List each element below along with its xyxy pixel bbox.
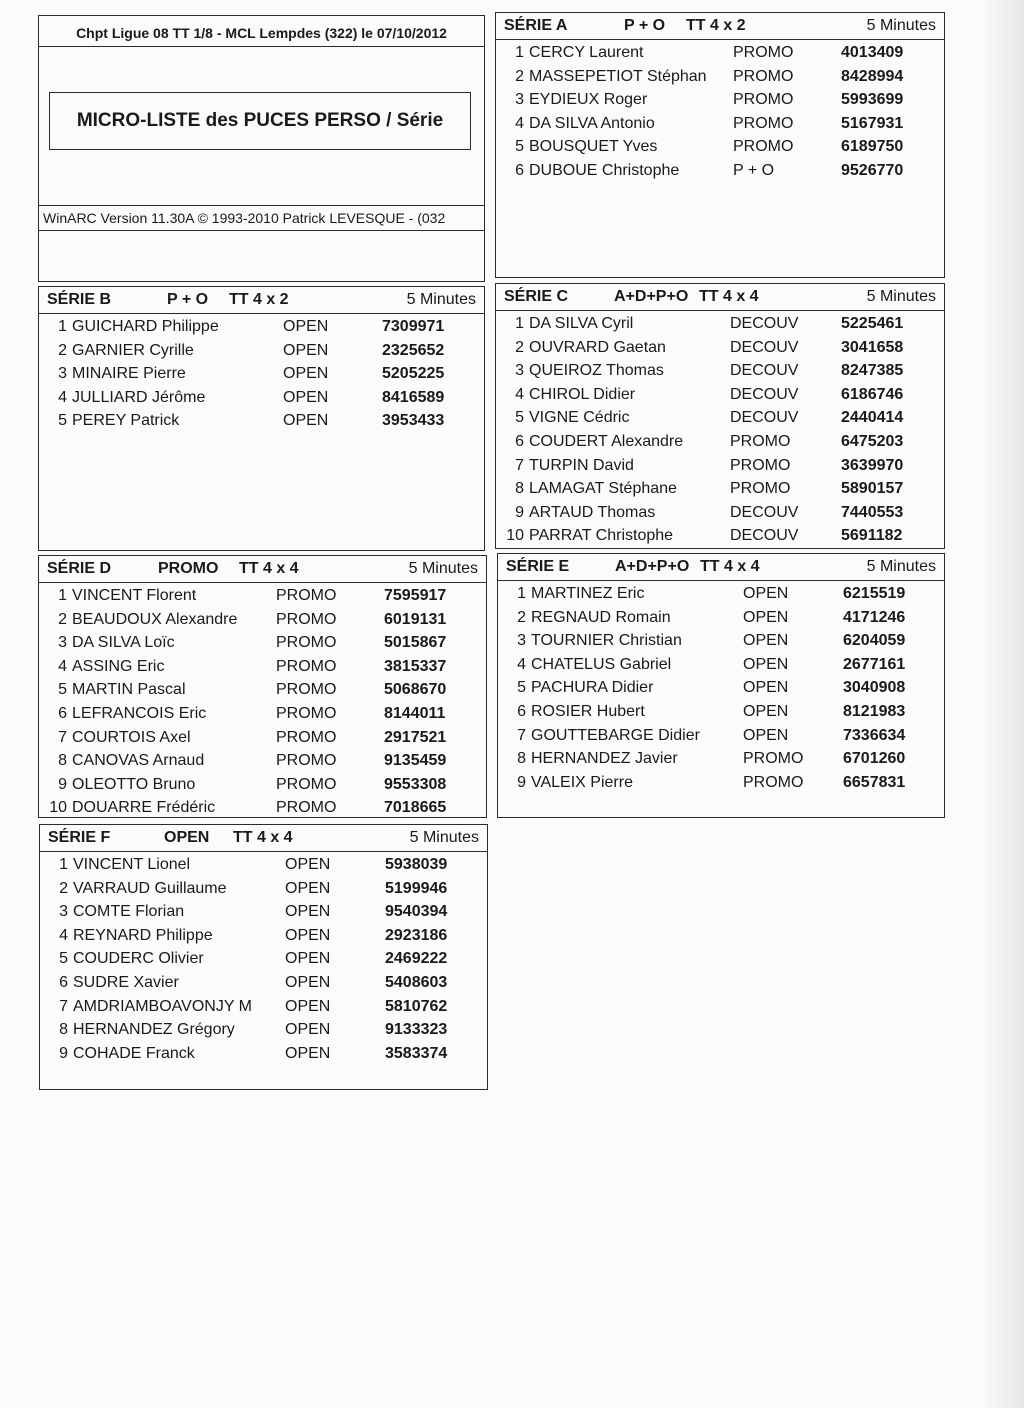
player-category: OPEN xyxy=(283,318,329,335)
chip-code: 5890157 xyxy=(841,480,904,498)
serie-duration: 5 Minutes xyxy=(406,291,476,308)
table-row xyxy=(496,337,944,361)
row-number: 4 xyxy=(517,655,526,673)
chip-code: 3953433 xyxy=(382,412,445,430)
player-name: VINCENT Lionel xyxy=(73,856,191,873)
row-number: 7 xyxy=(58,728,67,746)
serie-label: SÉRIE F xyxy=(48,829,111,846)
player-name: VARRAUD Guillaume xyxy=(73,879,227,897)
table-row xyxy=(39,340,484,364)
table-row xyxy=(496,384,944,408)
chip-code: 6701260 xyxy=(843,750,906,768)
serie-type: TT 4 x 4 xyxy=(699,288,759,305)
player-name: COUDERT Alexandre xyxy=(529,432,684,450)
player-name: DUBOUE Christophe xyxy=(529,161,680,179)
player-category: OPEN xyxy=(743,632,789,650)
table-row xyxy=(39,656,486,680)
row-number: 2 xyxy=(515,67,524,85)
table-row xyxy=(498,583,944,607)
player-category: OPEN xyxy=(285,973,331,991)
player-category: OPEN xyxy=(285,950,331,968)
row-number: 2 xyxy=(515,338,524,356)
serie-category: A+D+P+O xyxy=(615,558,690,575)
table-row xyxy=(40,854,487,878)
player-category: PROMO xyxy=(743,750,804,768)
chip-code: 2440414 xyxy=(841,409,904,427)
serie-type: TT 4 x 2 xyxy=(686,17,746,34)
table-row xyxy=(498,725,944,749)
player-category: PROMO xyxy=(276,775,337,793)
row-number: 2 xyxy=(517,608,526,626)
chip-code: 4171246 xyxy=(843,608,906,626)
player-category: DECOUV xyxy=(730,503,799,521)
player-name: DA SILVA Loïc xyxy=(72,634,175,652)
table-row xyxy=(39,750,486,774)
player-name: EYDIEUX Roger xyxy=(529,91,648,109)
row-number: 6 xyxy=(59,973,68,991)
chip-code: 6657831 xyxy=(843,773,906,791)
player-name: COUDERC Olivier xyxy=(73,950,204,968)
player-name: CHATELUS Gabriel xyxy=(531,655,672,673)
table-row xyxy=(39,774,486,798)
serie-f-box xyxy=(39,824,488,1090)
row-number: 3 xyxy=(517,632,526,650)
player-name: COHADE Franck xyxy=(73,1044,195,1062)
player-name: MARTIN Pascal xyxy=(72,681,186,699)
chip-code: 6204059 xyxy=(843,632,906,650)
row-number: 6 xyxy=(515,432,524,450)
table-row xyxy=(40,972,487,996)
player-name: MARTINEZ Eric xyxy=(531,585,645,602)
chip-code: 7309971 xyxy=(382,318,445,335)
serie-a-rows xyxy=(496,42,944,184)
serie-c-rows xyxy=(496,313,944,549)
serie-type: TT 4 x 4 xyxy=(239,560,299,577)
player-category: PROMO xyxy=(733,91,794,109)
table-row xyxy=(498,701,944,725)
row-number: 1 xyxy=(59,856,68,873)
table-row xyxy=(39,363,484,387)
player-name: CANOVAS Arnaud xyxy=(72,752,205,770)
row-number: 3 xyxy=(58,365,67,383)
player-name: DA SILVA Antonio xyxy=(529,114,655,132)
serie-a-header xyxy=(496,13,944,40)
table-row xyxy=(39,410,484,434)
player-name: COMTE Florian xyxy=(73,903,185,921)
chip-code: 5167931 xyxy=(841,114,904,132)
table-row xyxy=(498,677,944,701)
chip-code: 5408603 xyxy=(385,973,448,991)
chip-code: 5691182 xyxy=(841,527,903,545)
player-category: OPEN xyxy=(285,1021,331,1039)
row-number: 9 xyxy=(517,773,526,791)
player-category: OPEN xyxy=(283,388,329,406)
table-row xyxy=(496,113,944,137)
player-category: DECOUV xyxy=(730,362,799,380)
row-number: 10 xyxy=(506,527,524,545)
chip-code: 5225461 xyxy=(841,315,904,332)
serie-type: TT 4 x 4 xyxy=(700,558,760,575)
player-name: OUVRARD Gaetan xyxy=(529,338,666,356)
player-category: PROMO xyxy=(276,681,337,699)
chip-code: 3583374 xyxy=(385,1044,448,1062)
row-number: 7 xyxy=(515,456,524,474)
chip-code: 5205225 xyxy=(382,365,445,383)
chip-code: 5810762 xyxy=(385,997,448,1015)
player-name: GARNIER Cyrille xyxy=(72,341,194,359)
row-number: 5 xyxy=(58,681,67,699)
player-category: OPEN xyxy=(283,365,329,383)
chip-code: 5015867 xyxy=(384,634,447,652)
table-row xyxy=(39,727,486,751)
serie-duration: 5 Minutes xyxy=(408,560,478,577)
serie-label: SÉRIE B xyxy=(47,291,112,308)
player-name: MINAIRE Pierre xyxy=(72,365,186,383)
player-name: CHIROL Didier xyxy=(529,385,636,403)
chip-code: 8428994 xyxy=(841,67,904,85)
player-name: ROSIER Hubert xyxy=(531,702,645,720)
chip-code: 4013409 xyxy=(841,44,904,61)
chip-code: 2923186 xyxy=(385,926,448,944)
table-row xyxy=(39,632,486,656)
chip-code: 5938039 xyxy=(385,856,448,873)
row-number: 5 xyxy=(58,412,67,430)
row-number: 5 xyxy=(517,679,526,697)
player-name: REYNARD Philippe xyxy=(73,926,213,944)
player-category: P + O xyxy=(733,161,775,179)
row-number: 3 xyxy=(515,362,524,380)
player-name: VINCENT Florent xyxy=(72,587,197,604)
chip-code: 5068670 xyxy=(384,681,447,699)
row-number: 5 xyxy=(59,950,68,968)
player-category: OPEN xyxy=(285,1044,331,1062)
player-category: OPEN xyxy=(285,879,331,897)
chip-code: 9135459 xyxy=(384,752,447,770)
row-number: 9 xyxy=(59,1044,68,1062)
player-category: OPEN xyxy=(285,903,331,921)
player-category: PROMO xyxy=(276,704,337,722)
chip-code: 6186746 xyxy=(841,385,904,403)
player-category: OPEN xyxy=(743,655,789,673)
chip-code: 7595917 xyxy=(384,587,447,604)
table-row xyxy=(496,407,944,431)
player-name: CERCY Laurent xyxy=(529,44,644,61)
player-name: HERNANDEZ Javier xyxy=(531,750,678,768)
player-name: LEFRANCOIS Eric xyxy=(72,704,207,722)
table-row xyxy=(39,797,486,821)
row-number: 7 xyxy=(517,726,526,744)
row-number: 4 xyxy=(58,657,67,675)
row-number: 1 xyxy=(517,585,526,602)
player-category: PROMO xyxy=(743,773,804,791)
player-name: PEREY Patrick xyxy=(72,412,180,430)
player-name: ASSING Eric xyxy=(72,657,165,675)
player-name: COURTOIS Axel xyxy=(72,728,191,746)
player-category: PROMO xyxy=(733,44,794,61)
chip-code: 7440553 xyxy=(841,503,904,521)
table-row xyxy=(498,654,944,678)
chip-code: 5993699 xyxy=(841,91,904,109)
player-name: VIGNE Cédric xyxy=(529,409,630,427)
serie-duration: 5 Minutes xyxy=(409,829,479,846)
row-number: 6 xyxy=(517,702,526,720)
row-number: 9 xyxy=(58,775,67,793)
row-number: 5 xyxy=(515,409,524,427)
table-row xyxy=(496,66,944,90)
chip-code: 7018665 xyxy=(384,799,447,817)
player-category: PROMO xyxy=(733,67,794,85)
table-row xyxy=(496,455,944,479)
player-name: ARTAUD Thomas xyxy=(529,503,656,521)
table-row xyxy=(39,609,486,633)
serie-e-header xyxy=(498,554,944,581)
chip-code: 3639970 xyxy=(841,456,904,474)
chip-code: 8416589 xyxy=(382,388,445,406)
table-row xyxy=(498,772,944,796)
serie-label: SÉRIE A xyxy=(504,17,568,34)
row-number: 4 xyxy=(515,385,524,403)
table-row xyxy=(496,89,944,113)
table-row xyxy=(40,925,487,949)
player-category: PROMO xyxy=(276,799,337,817)
player-name: OLEOTTO Bruno xyxy=(72,775,196,793)
row-number: 5 xyxy=(515,138,524,156)
serie-category: PROMO xyxy=(158,560,219,577)
player-name: PARRAT Christophe xyxy=(529,527,674,545)
row-number: 6 xyxy=(515,161,524,179)
table-row xyxy=(39,387,484,411)
table-row xyxy=(496,502,944,526)
software-version: WinARC Version 11.30A © 1993-2010 Patrick LEVESQUE - (032 xyxy=(39,205,484,231)
serie-c-header xyxy=(496,284,944,311)
table-row xyxy=(498,748,944,772)
serie-a-box xyxy=(495,12,945,278)
player-category: OPEN xyxy=(285,997,331,1015)
row-number: 10 xyxy=(49,799,67,817)
serie-type: TT 4 x 2 xyxy=(229,291,289,308)
player-name: REGNAUD Romain xyxy=(531,608,671,626)
table-row xyxy=(40,1043,487,1067)
row-number: 1 xyxy=(515,44,524,61)
table-row xyxy=(40,996,487,1020)
chip-code: 3041658 xyxy=(841,338,904,356)
player-name: DOUARRE Frédéric xyxy=(72,799,216,817)
row-number: 8 xyxy=(517,750,526,768)
chip-code: 9526770 xyxy=(841,161,904,179)
table-row xyxy=(496,525,944,549)
player-category: DECOUV xyxy=(730,527,799,545)
table-row xyxy=(496,431,944,455)
player-name: MASSEPETIOT Stéphan xyxy=(529,67,707,85)
player-category: PROMO xyxy=(276,752,337,770)
serie-type: TT 4 x 4 xyxy=(233,829,293,846)
table-row xyxy=(496,360,944,384)
player-name: BOUSQUET Yves xyxy=(529,138,658,156)
chip-code: 8121983 xyxy=(843,702,906,720)
player-category: PROMO xyxy=(276,657,337,675)
player-name: GUICHARD Philippe xyxy=(72,318,219,335)
player-name: LAMAGAT Stéphane xyxy=(529,480,677,498)
player-name: BEAUDOUX Alexandre xyxy=(72,610,238,628)
row-number: 1 xyxy=(58,587,67,604)
player-category: OPEN xyxy=(743,702,789,720)
serie-d-header xyxy=(39,556,486,583)
row-number: 4 xyxy=(58,388,67,406)
row-number: 3 xyxy=(59,903,68,921)
player-name: DA SILVA Cyril xyxy=(529,315,634,332)
page-edge-shadow xyxy=(980,0,1024,1408)
table-row xyxy=(496,313,944,337)
player-name: HERNANDEZ Grégory xyxy=(73,1021,235,1039)
serie-category: P + O xyxy=(167,291,209,308)
table-row xyxy=(496,478,944,502)
serie-f-header xyxy=(40,825,487,852)
row-number: 2 xyxy=(59,879,68,897)
player-category: OPEN xyxy=(743,585,789,602)
row-number: 8 xyxy=(515,480,524,498)
player-category: PROMO xyxy=(733,114,794,132)
serie-d-box xyxy=(38,555,487,818)
row-number: 8 xyxy=(59,1021,68,1039)
chip-code: 5199946 xyxy=(385,879,448,897)
chip-code: 8144011 xyxy=(384,704,446,722)
serie-category: P + O xyxy=(624,17,666,34)
player-category: PROMO xyxy=(730,432,791,450)
chip-code: 2469222 xyxy=(385,950,448,968)
serie-duration: 5 Minutes xyxy=(866,17,936,34)
serie-label: SÉRIE E xyxy=(506,558,570,575)
chip-code: 2325652 xyxy=(382,341,445,359)
player-category: PROMO xyxy=(276,728,337,746)
chip-code: 9540394 xyxy=(385,903,448,921)
event-title: Chpt Ligue 08 TT 1/8 - MCL Lempdes (322) le 07/10/2012 xyxy=(39,16,484,47)
row-number: 8 xyxy=(58,752,67,770)
player-name: PACHURA Didier xyxy=(531,679,654,697)
player-category: OPEN xyxy=(285,856,331,873)
player-name: GOUTTEBARGE Didier xyxy=(531,726,700,744)
table-row xyxy=(496,136,944,160)
chip-code: 9133323 xyxy=(385,1021,448,1039)
chip-code: 3040908 xyxy=(843,679,906,697)
table-row xyxy=(40,878,487,902)
serie-e-box xyxy=(497,553,945,818)
row-number: 3 xyxy=(515,91,524,109)
row-number: 6 xyxy=(58,704,67,722)
serie-b-box xyxy=(38,286,485,551)
player-category: OPEN xyxy=(743,608,789,626)
player-category: OPEN xyxy=(743,726,789,744)
table-row xyxy=(40,901,487,925)
player-category: DECOUV xyxy=(730,385,799,403)
chip-code: 8247385 xyxy=(841,362,904,380)
chip-code: 6215519 xyxy=(843,585,906,602)
chip-code: 9553308 xyxy=(384,775,447,793)
serie-d-rows xyxy=(39,585,486,821)
serie-duration: 5 Minutes xyxy=(866,558,936,575)
player-category: PROMO xyxy=(276,610,337,628)
player-name: SUDRE Xavier xyxy=(73,973,179,991)
chip-code: 6019131 xyxy=(384,610,447,628)
table-row xyxy=(39,585,486,609)
row-number: 7 xyxy=(59,997,68,1015)
player-name: QUEIROZ Thomas xyxy=(529,362,664,380)
table-row xyxy=(496,42,944,66)
player-category: DECOUV xyxy=(730,409,799,427)
player-name: TURPIN David xyxy=(529,456,634,474)
player-category: DECOUV xyxy=(730,338,799,356)
chip-code: 3815337 xyxy=(384,657,447,675)
document-heading: MICRO-LISTE des PUCES PERSO / Série xyxy=(49,92,471,150)
table-row xyxy=(39,703,486,727)
serie-label: SÉRIE D xyxy=(47,560,112,577)
row-number: 1 xyxy=(515,315,524,332)
table-row xyxy=(498,607,944,631)
row-number: 1 xyxy=(58,318,67,335)
serie-category: A+D+P+O xyxy=(614,288,689,305)
player-category: PROMO xyxy=(730,480,791,498)
serie-label: SÉRIE C xyxy=(504,288,569,305)
table-row xyxy=(496,160,944,184)
table-row xyxy=(40,1019,487,1043)
player-category: OPEN xyxy=(743,679,789,697)
title-box xyxy=(38,15,485,282)
player-name: VALEIX Pierre xyxy=(531,773,633,791)
row-number: 2 xyxy=(58,610,67,628)
serie-b-rows xyxy=(39,316,484,434)
chip-code: 6189750 xyxy=(841,138,904,156)
player-category: DECOUV xyxy=(730,315,799,332)
player-name: AMDRIAMBOAVONJY M xyxy=(73,997,252,1015)
player-category: PROMO xyxy=(730,456,791,474)
serie-category: OPEN xyxy=(164,829,210,846)
row-number: 4 xyxy=(515,114,524,132)
table-row xyxy=(498,630,944,654)
serie-e-rows xyxy=(498,583,944,795)
chip-code: 2677161 xyxy=(843,655,906,673)
row-number: 2 xyxy=(58,341,67,359)
player-category: OPEN xyxy=(283,412,329,430)
serie-b-header xyxy=(39,287,484,314)
player-category: OPEN xyxy=(283,341,329,359)
serie-f-rows xyxy=(40,854,487,1066)
chip-code: 7336634 xyxy=(843,726,906,744)
player-name: JULLIARD Jérôme xyxy=(72,388,206,406)
serie-c-box xyxy=(495,283,945,549)
player-category: PROMO xyxy=(276,634,337,652)
table-row xyxy=(39,679,486,703)
chip-code: 2917521 xyxy=(384,728,447,746)
table-row xyxy=(39,316,484,340)
chip-code: 6475203 xyxy=(841,432,904,450)
player-name: TOURNIER Christian xyxy=(531,632,682,650)
player-category: OPEN xyxy=(285,926,331,944)
serie-duration: 5 Minutes xyxy=(866,288,936,305)
player-category: PROMO xyxy=(276,587,337,604)
player-category: PROMO xyxy=(733,138,794,156)
table-row xyxy=(40,948,487,972)
row-number: 9 xyxy=(515,503,524,521)
row-number: 4 xyxy=(59,926,68,944)
row-number: 3 xyxy=(58,634,67,652)
